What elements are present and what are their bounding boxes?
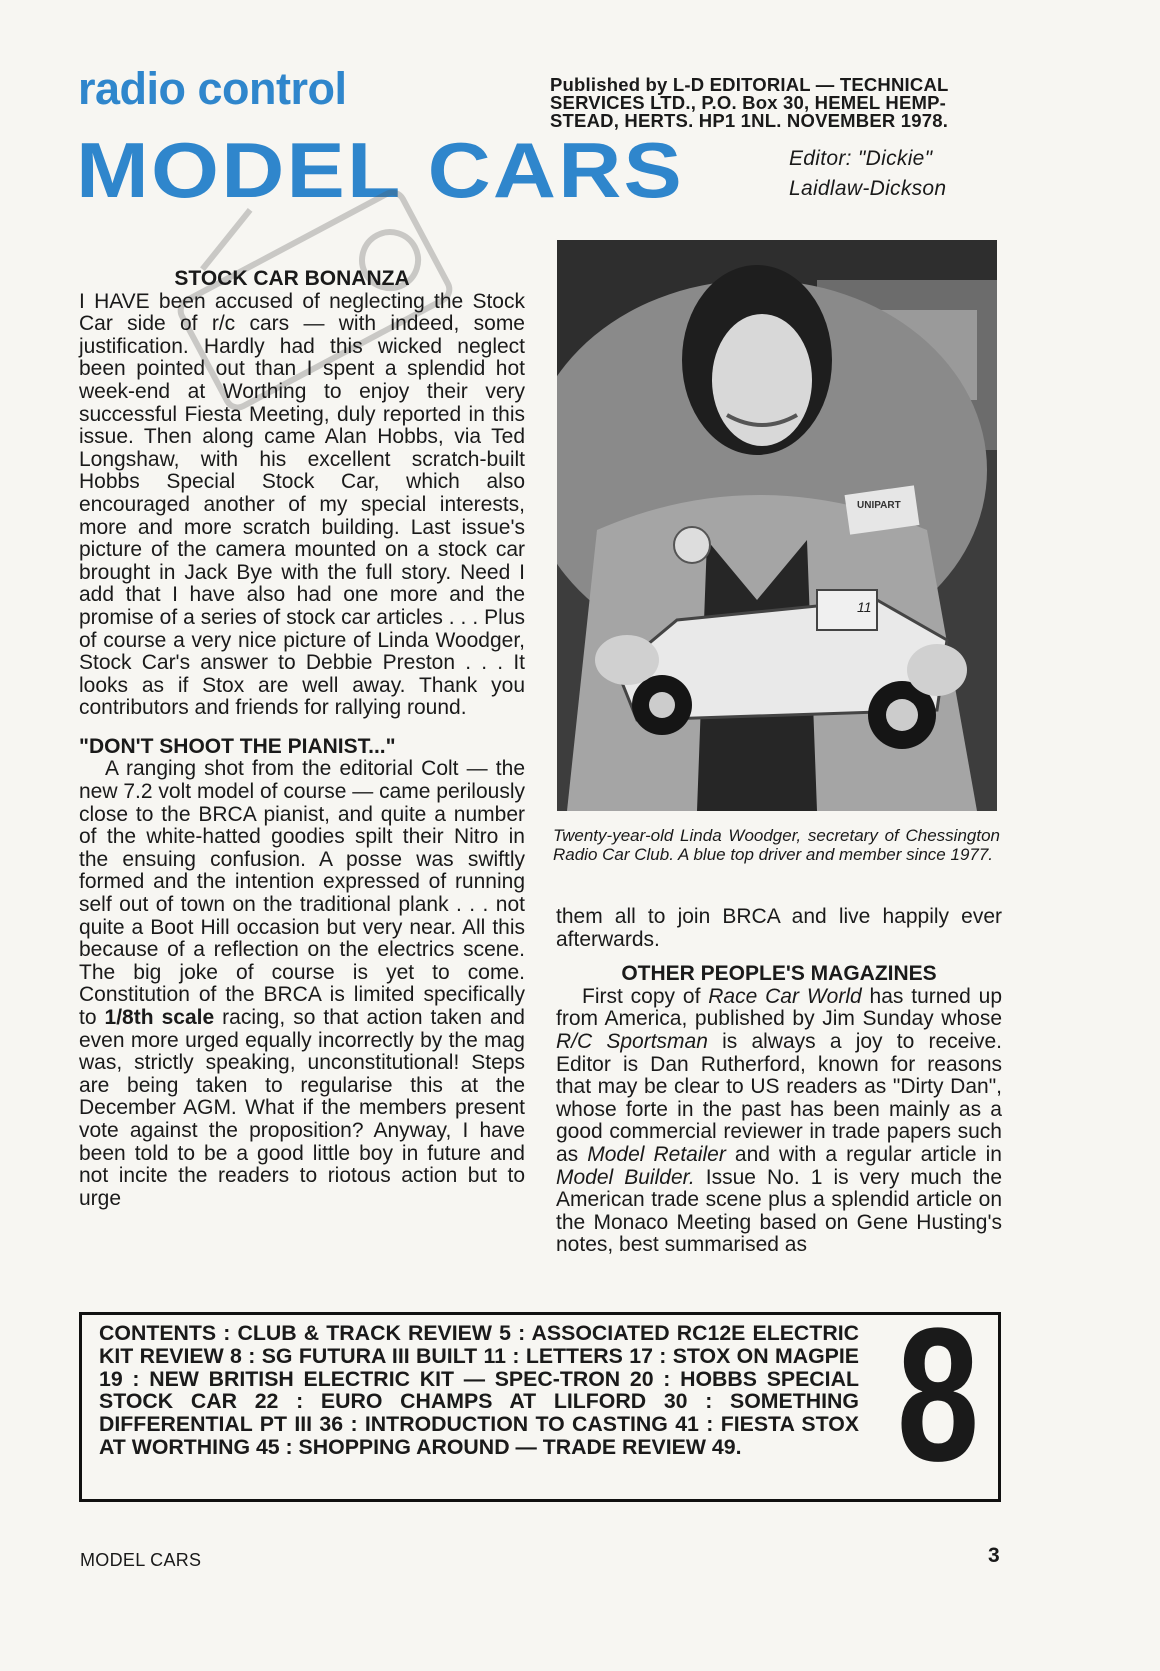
editor-line-2: Laidlaw-Dickson <box>789 177 947 200</box>
car-number-text: 11 <box>857 599 872 615</box>
editor-line-1: Editor: "Dickie" <box>789 147 933 170</box>
publisher-info: Published by L-D EDITORIAL — TECHNICAL SERVICES LTD., P.O. Box 30, HEMEL HEMP-STEAD, HERTS. HP1 1NL. NOVEMBER 1978. <box>550 74 949 131</box>
pianist-text-b: racing, so that action taken and even more urged equally incorrectly by the mag was, strictly speaking, unconstitutional! Steps are being taken to regularise this at the December AGM. What if the members present vote against the proposition? Anyway, I have been told to be a good little boy in future and not incite the readers to riotous action but to urge <box>79 1006 525 1210</box>
photo-illustration <box>557 240 997 811</box>
editor-credit <box>789 144 946 204</box>
jacket-badge-text: UNIPART <box>857 500 901 511</box>
page-number: 3 <box>988 1544 1000 1567</box>
mag-text-4: and with a regular article in <box>725 1142 1002 1166</box>
mag-italic-4: Model Builder. <box>556 1165 695 1189</box>
article-pianist-body <box>79 758 525 1210</box>
pianist-text-a: A ranging shot from the editorial Colt — the new 7.2 volt model of course — came perilously close to the BRCA pianist, and quite a number of the white-hatted goodies spilt their Nitro in the ensuing confusion. A posse was swiftly formed and the intention expressed of running self out of town on the traditional plank . . . not quite a Boot Hill occasion but very near. All this because of a reflection on the electrics scene. The big joke of course is yet to come. Constitution of the BRCA is limited specifically to <box>79 757 525 1029</box>
left-column <box>79 268 525 1210</box>
footer-magazine-name: MODEL CARS <box>80 1550 202 1570</box>
mag-italic-1: Race Car World <box>708 984 862 1008</box>
heading-dont-shoot: "DON'T SHOOT THE PIANIST..." <box>79 734 396 758</box>
heading-stock-car-bonanza: STOCK CAR BONANZA <box>174 267 410 290</box>
contents-list: CONTENTS : CLUB & TRACK REVIEW 5 : ASSOCIATED RC12E ELECTRIC KIT REVIEW 8 : SG FUTURA III BUILT 11 : LETTERS 17 : STOX ON MAGPIE 19 : NEW BRITISH ELECTRIC KIT — SPEC-TRON 20 : HOBBS SPECIAL STOCK CAR 22 : EURO CHAMPS AT LILFORD 30 : SOMETHING DIFFERENTIAL PT III 36 : INTRODUCTION TO CASTING 41 : FIESTA STOX AT WORTHING 45 : SHOPPING AROUND — TRADE REVIEW 49. <box>99 1321 859 1459</box>
photo-linda-woodger <box>557 240 997 811</box>
masthead-title: MODEL CARS <box>76 126 685 214</box>
article-stock-car-body: I HAVE been accused of neglecting the Stock Car side of r/c cars — with indeed, some justification. Hardly had this wicked neglect been pointed out than I spent a splendid hot week-end at Worthing to enjoy their very successful Fiesta Meeting, duly reported in this issue. Then along came Alan Hobbs, via Ted Longshaw, with his excellent scratch-built Hobbs Special Stock Car, which also encouraged another of my special interests, more and more scratch building. Last issue's picture of the camera mounted on a stock car brought in Jack Bye with the full story. Need I add that I have also had one more and the promise of a series of stock car articles . . . Plus of course a very nice picture of Linda Woodger, Stock Car's answer to Debbie Preston . . . It looks as if Stox are well away. Thank you contributors and friends for rallying round. <box>79 289 525 720</box>
masthead-top: radio control <box>78 63 347 114</box>
mag-text-5: Issue No. 1 is very much the American trade scene plus a splendid article on the Monaco Meeting based on Gene Husting's notes, best summarised as <box>556 1165 1002 1257</box>
pianist-continued: them all to join BRCA and live happily ever afterwards. <box>556 905 1002 951</box>
mag-italic-3: Model Retailer <box>587 1142 726 1166</box>
pianist-bold: 1/8th scale <box>104 1006 215 1029</box>
mag-text-3: is always a joy to receive. Editor is Dan Rutherford, known for reasons that may be clear to US readers as "Dirty Dan", whose forte in the past has been mainly as a good commercial reviewer in trade papers such as <box>556 1029 1002 1166</box>
right-column <box>556 906 1002 1257</box>
heading-other-magazines: OTHER PEOPLE'S MAGAZINES <box>621 962 937 986</box>
mag-text-2: has turned up from America, published by Jim Sunday whose <box>556 984 1003 1031</box>
article-magazines-body <box>556 986 1002 1257</box>
contents-big-number: 8 <box>896 1289 980 1501</box>
mag-text-1: First copy of <box>582 984 709 1008</box>
mag-italic-2: R/C Sportsman <box>556 1029 708 1053</box>
photo-caption: Twenty-year-old Linda Woodger, secretary of Chessington Radio Car Club. A blue top driver and member since 1977. <box>553 826 1000 864</box>
